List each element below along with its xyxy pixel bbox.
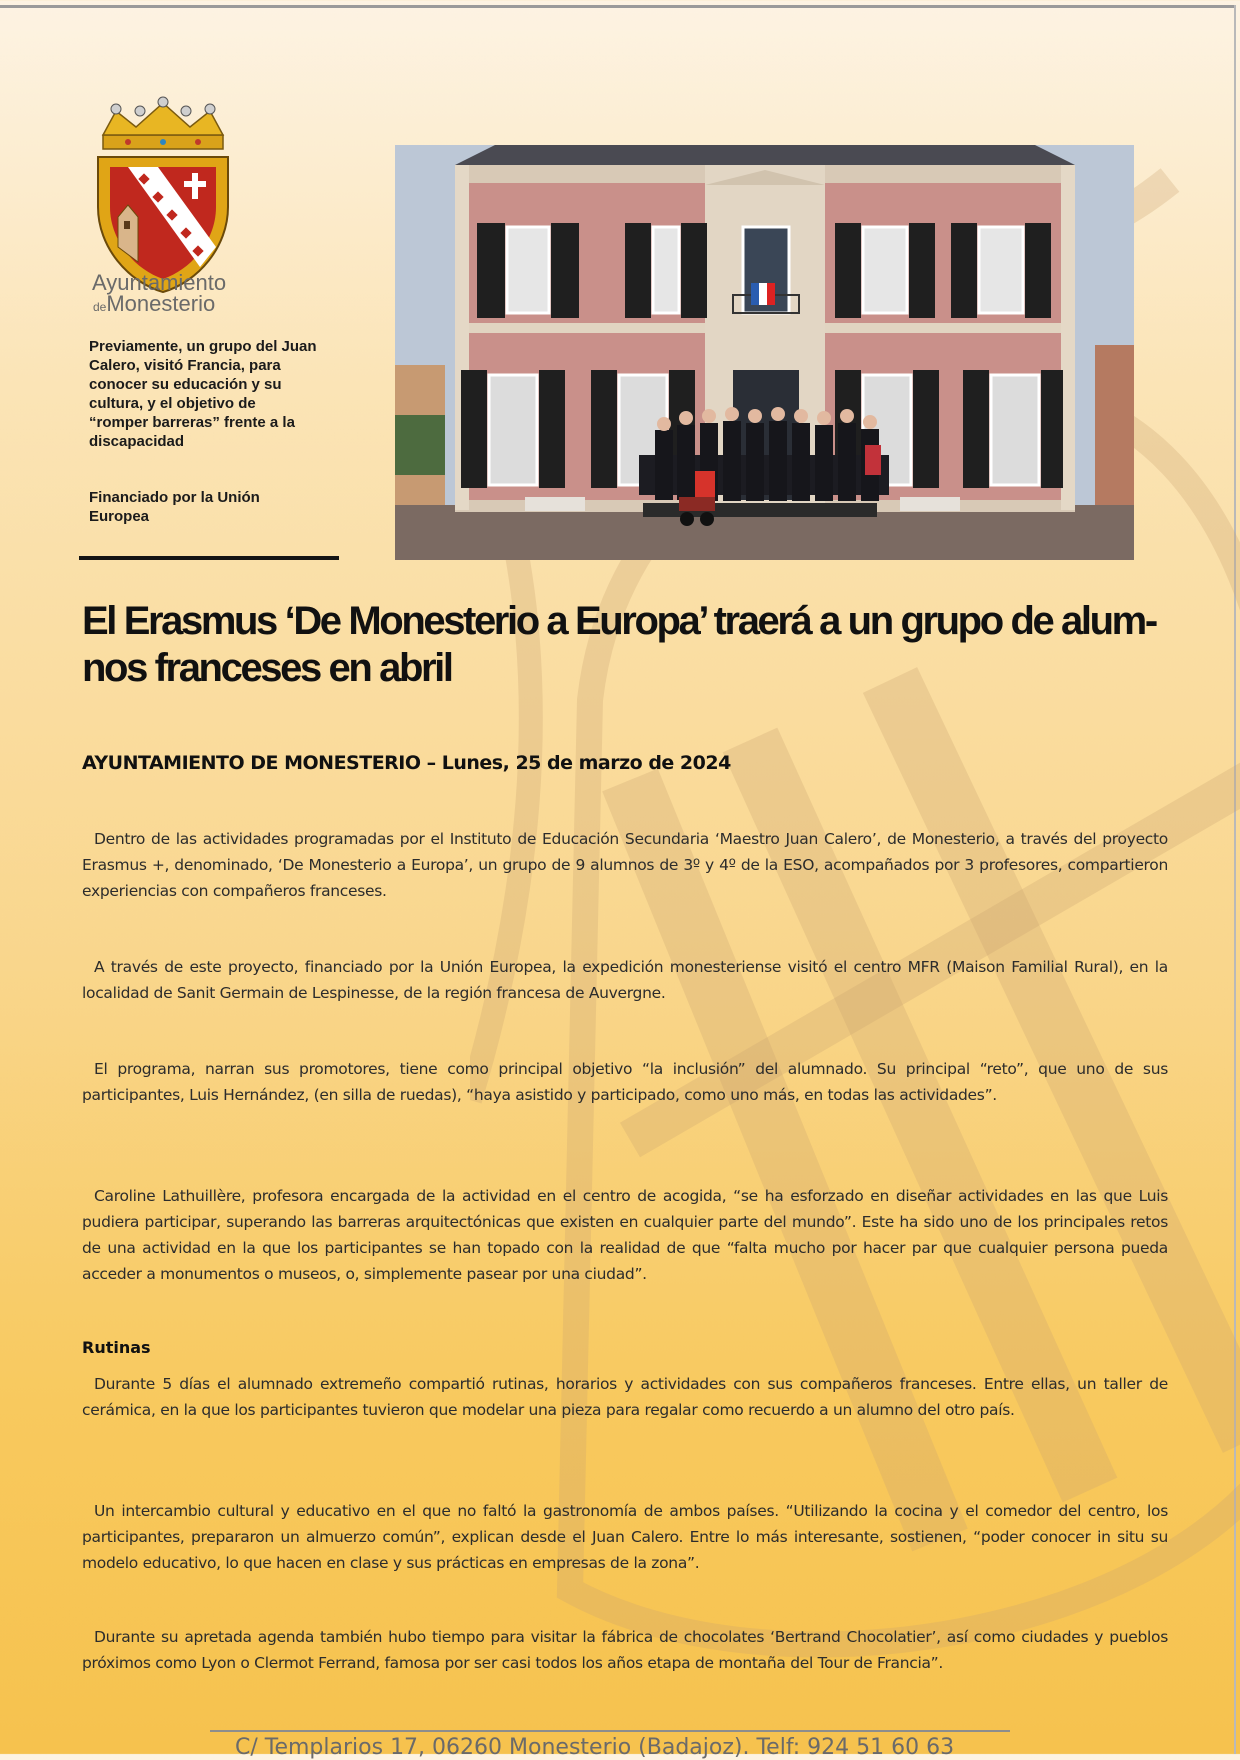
article-dateline: AYUNTAMIENTO DE MONESTERIO – Lunes, 25 de marzo de 2024 xyxy=(82,752,731,774)
article-paragraph: Durante 5 días el alumnado extremeño compartió rutinas, horarios y actividades con sus compañeros franceses. Entre ellas, un taller de cerámica, en la que los participantes tuvieron que modelar una pieza para regalar como recuerdo a un alumno del otro país. xyxy=(82,1375,1168,1419)
article-paragraph: Caroline Lathuillère, profesora encargada de la actividad en el centro de acogida, “se ha esforzado en diseñar actividades en las que Luis pudiera participar, superando las barreras arquitectónicas que existen en cualquier parte del mundo”. Este ha sido uno de los principales retos de una actividad en la que los participantes se han topado con la realidad de que “falta mucho por hacer par que cualquier persona pueda acceder a monumentos o museos, o, simplemente pasear por una ciudad”. xyxy=(82,1187,1168,1283)
footer-address: C/ Templarios 17, 06260 Monesterio (Badajoz). Telf: 924 51 60 63 xyxy=(235,1735,955,1760)
headline-line2: nos franceses en abril xyxy=(82,646,452,690)
sidebar-summary: Previamente, un grupo del Juan Calero, visitó Francia, para conocer su educación y su cultura, y el objetivo de “romper barreras” frente a la discapacidad xyxy=(89,338,317,450)
article-paragraph: El programa, narran sus promotores, tiene como principal objetivo “la inclusión” del alumnado. Su principal “reto”, que uno de sus participantes, Luis Hernández, (en silla de ruedas), “haya asistido y participado, como uno más, en todas las actividades”. xyxy=(82,1060,1168,1104)
logo-wordmark-name: Monesterio xyxy=(106,291,216,316)
footer-divider xyxy=(210,1730,1010,1732)
article-paragraph: Durante su apretada agenda también hubo tiempo para visitar la fábrica de chocolates ‘Bertrand Chocolatier’, así como ciudades y pueblos próximos como Lyon o Clermot Ferrand, famosa por ser casi todos los años etapa de montaña del Tour de Francia”. xyxy=(82,1628,1168,1672)
article-headline xyxy=(82,598,1162,692)
right-border xyxy=(1234,5,1236,1754)
headline-line1: El Erasmus ‘De Monesterio a Europa’ traerá a un grupo de alum- xyxy=(82,599,1156,643)
article-photo xyxy=(395,145,1134,560)
sidebar-divider xyxy=(79,556,339,560)
sidebar-funding: Financiado por la Unión Europea xyxy=(89,489,260,525)
article-subheading: Rutinas xyxy=(82,1338,151,1357)
logo-wordmark-line2 xyxy=(93,291,215,317)
article-paragraph: Un intercambio cultural y educativo en el que no faltó la gastronomía de ambos países. “Utilizando la cocina y el comedor del centro, los participantes, prepararon un almuerzo común”, explican desde el Juan Calero. Entre lo más interesante, sostienen, “poder conocer in situ su modelo educativo, lo que hacen en clase y sus prácticas en empresas de la zona”. xyxy=(82,1502,1168,1572)
logo-wordmark-prefix: de xyxy=(93,300,107,314)
top-border xyxy=(0,5,1234,8)
article-paragraph: A través de este proyecto, financiado por la Unión Europea, la expedición monesteriense visitó el centro MFR (Maison Familial Rural), en la localidad de Sanit Germain de Lespinesse, de la región francesa de Auvergne. xyxy=(82,958,1168,1002)
logo-wordmark-line1: Ayuntamiento xyxy=(92,270,227,295)
article-paragraph: Dentro de las actividades programadas por el Instituto de Educación Secundaria ‘Maestro Juan Calero’, de Monesterio, a través del proyecto Erasmus +, denominado, ‘De Monesterio a Europa’, un grupo de 9 alumnos de 3º y 4º de la ESO, acompañados por 3 profesores, compartieron experiencias con compañeros franceses. xyxy=(82,830,1168,900)
